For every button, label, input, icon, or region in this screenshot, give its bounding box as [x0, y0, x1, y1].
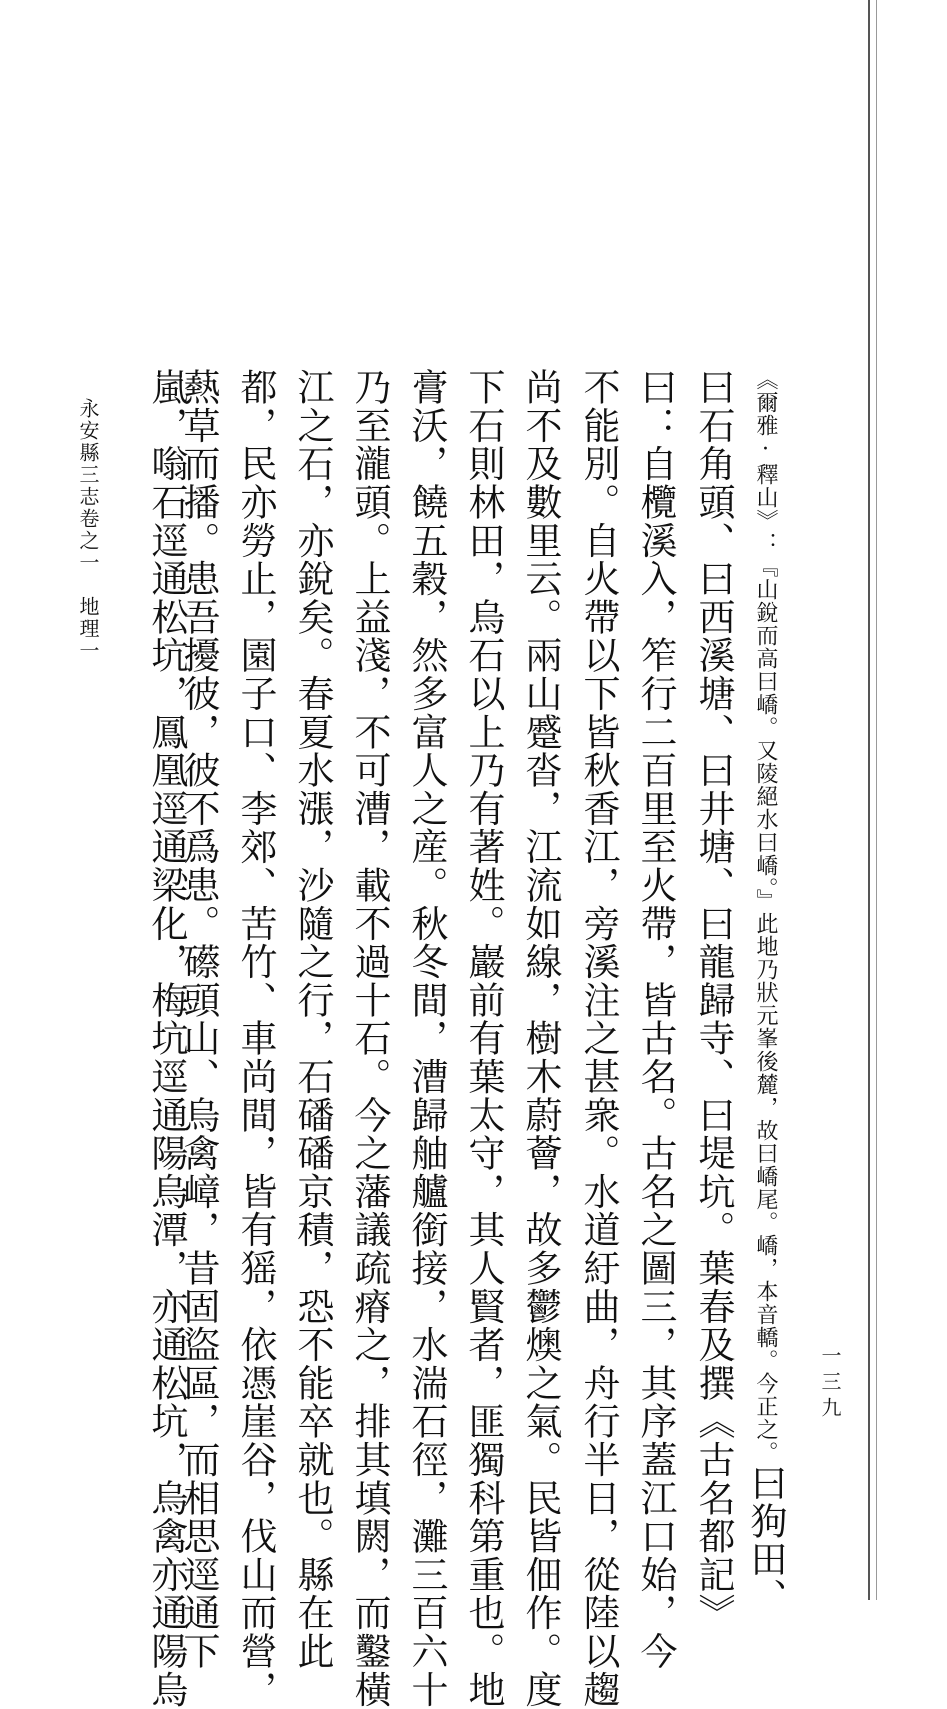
text-column-4: 不能別。自火帶以下皆秋香江，旁溪注之甚衆。水道紆曲，舟行半日，從陸以趨 — [577, 368, 620, 1709]
text-column-6: 下石則林田，烏石以上乃有著姓。巖前有葉太守，其人賢者，匪獨科第重也。地 — [462, 368, 505, 1709]
text-column-12: 嵐，嗡石逕通松坑，鳳凰逕通梁化，梅坑逕通陽烏潭，亦通松坑，烏禽亦通陽烏 — [145, 368, 188, 1709]
text-column-3: 曰：自欖溪入，笮行二百里至火帶，皆古名。古名之圖三，其序蓋江口始，今 — [634, 368, 677, 1671]
running-footer: 永安縣三志卷之一 地理一 — [76, 398, 100, 662]
page-number: 一三九 — [818, 1345, 842, 1423]
text-column-9: 江之石，亦銳矣。春夏水漲，沙隨之行，石磻磻京積，恐不能卒就也。縣在此 — [291, 368, 334, 1671]
text-segment: 曰狗田、 — [744, 1464, 787, 1616]
text-column-10: 都，民亦勞止，園子口、李郊、苦竹、車尚間，皆有猺，依憑崖谷，伐山而營， — [234, 368, 277, 1709]
text-column-8: 乃至瀧頭。上益淺，不可漕，載不過十石。今之藩議疏瘠之，排其填閼，而鑿橫 — [348, 368, 391, 1709]
text-column-2: 曰石角頭、曰西溪塘、曰井塘、曰龍歸寺、曰堤坑。葉春及撰《古名都記》 — [692, 368, 735, 1632]
text-column-11: 爇草而播。患吾擾彼，彼不爲患。礤頭山、烏禽嶂，昔固盜區，而相思逕通下 — [177, 368, 220, 1671]
text-column-1 — [744, 368, 787, 1616]
text-column-5: 尚不及數里云。兩山蹙沓，江流如線，樹木蔚薈，故多鬱燠之氣。民皆佃作。度 — [519, 368, 562, 1709]
annotation-quote: 『山銳而高曰嶠。又陵絕水曰嶠。』此地乃狀元峯後麓，故曰嶠尾。嶠，本音轎。今正之。 — [753, 555, 778, 1464]
annotation-source-title: 《爾雅·釋山》： — [753, 368, 778, 555]
page-edge-line-secondary — [876, 0, 877, 1600]
text-column-7: 膏沃，饒五穀，然多富人之産。秋冬間，漕歸舳艫銜接，水湍石徑，灘三百六十 — [405, 368, 448, 1709]
page-edge-line — [868, 0, 870, 1600]
